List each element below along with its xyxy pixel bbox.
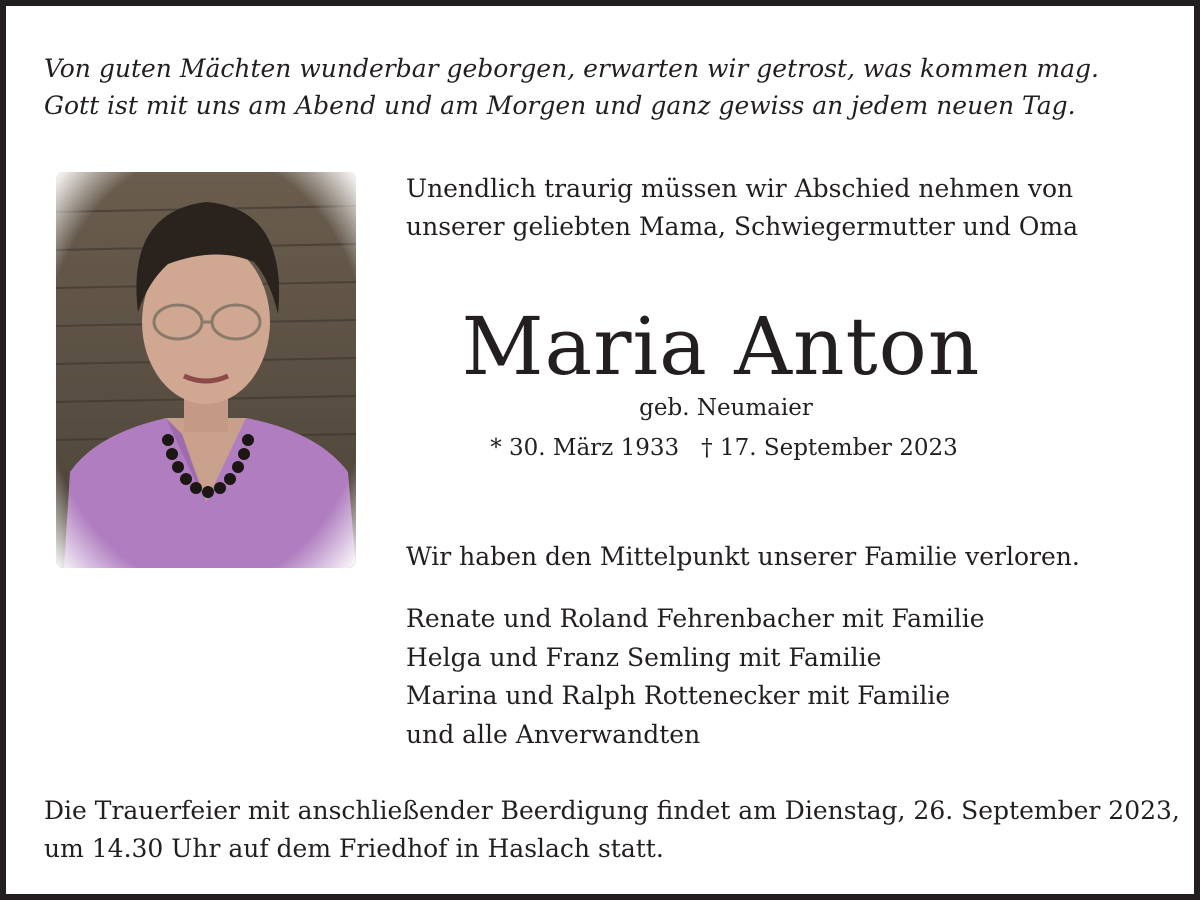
motto-line-1: Von guten Mächten wunderbar geborgen, erwarten wir getrost, was kommen mag.	[44, 54, 1099, 83]
lost-line: Wir haben den Mittelpunkt unserer Familie verloren.	[406, 542, 1080, 571]
mourner-entry: Renate und Roland Fehrenbacher mit Familie	[406, 604, 985, 633]
motto-verse	[44, 50, 1164, 124]
birth-date: * 30. März 1933	[490, 435, 680, 461]
intro-line-2: unserer geliebten Mama, Schwiegermutter und Oma	[406, 212, 1078, 241]
mourners-list	[406, 600, 1146, 754]
mourner-entry: Helga und Franz Semling mit Familie	[406, 642, 882, 672]
birth-name: geb. Neumaier	[639, 395, 813, 421]
intro-text	[406, 170, 1146, 246]
portrait-photo	[56, 172, 356, 568]
intro-line-1: Unendlich traurig müssen wir Abschied nehmen von	[406, 174, 1074, 203]
motto-line-2: Gott ist mit uns am Abend und am Morgen und ganz gewiss an jedem neuen Tag.	[44, 91, 1076, 120]
death-date: † 17. September 2023	[701, 435, 958, 461]
deceased-name: Maria Anton	[461, 300, 981, 393]
life-dates	[406, 430, 1042, 466]
funeral-announcement	[44, 792, 1184, 868]
mourner-entry: Marina und Ralph Rottenecker mit Familie	[406, 681, 951, 710]
mourner-entry: und alle Anverwandten	[406, 719, 701, 749]
funeral-line-2: um 14.30 Uhr auf dem Friedhof in Haslach statt.	[44, 834, 664, 863]
funeral-line-1: Die Trauerfeier mit anschließender Beerdigung findet am Dienstag, 26. September 2023,	[44, 796, 1180, 825]
